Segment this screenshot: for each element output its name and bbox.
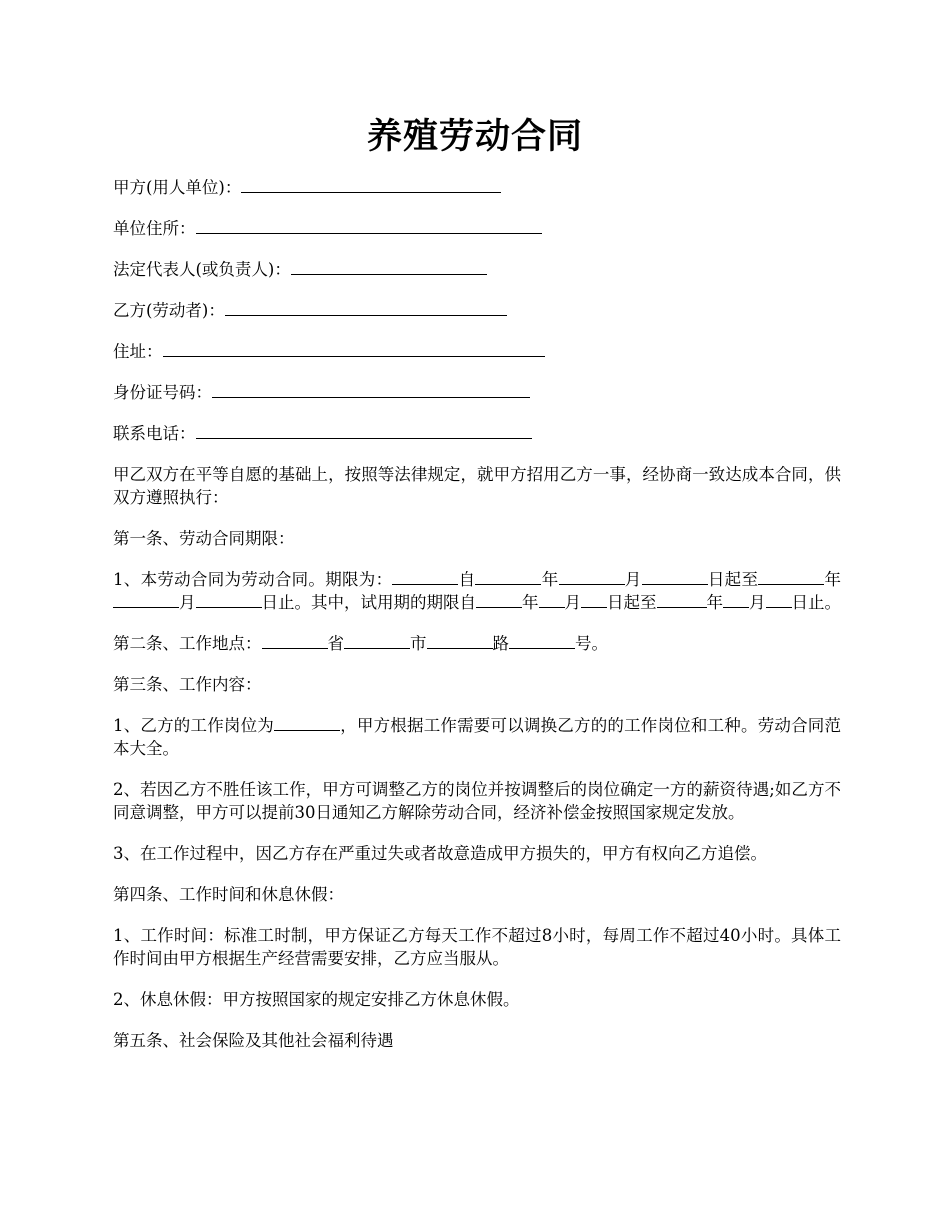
blank-line [758,568,824,585]
field-legal-representative [113,258,841,281]
text-segment: 1、乙方的工作岗位为 [113,716,274,735]
article4-paragraph-2: 2、休息休假：甲方按照国家的规定安排乙方休息休假。 [113,990,520,1009]
text-segment: 日止。 [791,593,841,612]
field-label: 身份证号码： [113,383,212,402]
document-title: 养殖劳动合同 [366,116,583,157]
article4-paragraph-1: 1、工作时间：标准工时制，甲方保证乙方每天工作不超过8小时，每周工作不超过40小时。具体工作时间由甲方根据生产经营需要安排，乙方应当服从。 [113,926,841,968]
text-segment: 市 [410,634,427,653]
text-segment: 路 [492,634,509,653]
blank-line [274,714,340,731]
text-segment: 年 [522,593,539,612]
text-segment: 自 [458,570,476,589]
text-segment: 年 [706,593,723,612]
text-segment: 年 [824,570,842,589]
article1-heading: 第一条、劳动合同期限： [113,529,295,548]
blank-line [163,340,545,357]
text-segment: 月 [624,570,642,589]
field-company-address [113,217,841,240]
field-label: 法定代表人(或负责人)： [113,260,291,279]
field-id-number [113,381,841,404]
text-segment: 1、本劳动合同为劳动合同。期限为： [113,570,393,589]
text-segment: 第二条、工作地点： [113,634,262,653]
field-address [113,340,841,363]
article3-paragraph-3: 3、在工作过程中，因乙方存在严重过失或者故意造成甲方损失的，甲方有权向乙方追偿。 [113,844,767,863]
blank-line [642,568,708,585]
text-segment: 年 [541,570,559,589]
blank-line [291,258,487,275]
blank-line [723,591,749,608]
blank-line [581,591,607,608]
text-segment: 号。 [575,634,608,653]
article1-term-paragraph [113,568,841,614]
field-label: 联系电话： [113,424,196,443]
article3-paragraph-1 [113,714,841,760]
article4-heading: 第四条、工作时间和休息休假： [113,885,344,904]
blank-line [344,632,410,649]
article5-heading: 第五条、社会保险及其他社会福利待遇 [113,1031,394,1050]
intro-paragraph: 甲乙双方在平等自愿的基础上，按照等法律规定，就甲方招用乙方一事，经协商一致达成本合同，供双方遵照执行： [113,465,841,507]
blank-line [427,632,493,649]
blank-line [657,591,707,608]
blank-line [113,591,179,608]
field-party-a [113,176,841,199]
field-label: 甲方(用人单位)： [113,178,242,197]
field-party-b [113,299,841,322]
text-segment: 日起至 [607,593,657,612]
blank-line [559,568,625,585]
field-label: 单位住所： [113,219,196,238]
blank-line [475,568,541,585]
blank-line [241,176,501,193]
field-label: 乙方(劳动者)： [113,301,225,320]
blank-line [225,299,507,316]
blank-line [196,591,262,608]
blank-line [392,568,458,585]
text-segment: ，甲方根据工作需要可以调换乙方的的工作岗位和工种。劳动合同范本大全。 [113,716,842,758]
blank-line [476,591,522,608]
text-segment: 月 [749,593,766,612]
text-segment: 日止。其中，试用期的期限自 [261,593,476,612]
blank-line [539,591,565,608]
blank-line [196,217,542,234]
field-phone [113,422,841,445]
text-segment: 月 [564,593,581,612]
article3-heading: 第三条、工作内容： [113,675,262,694]
text-segment: 日起至 [707,570,759,589]
blank-line [262,632,328,649]
blank-line [766,591,792,608]
blank-line [509,632,575,649]
text-segment: 月 [179,593,196,612]
blank-line [196,422,532,439]
field-label: 住址： [113,342,163,361]
article2-paragraph [113,632,841,655]
document-body [113,176,841,1070]
text-segment: 省 [327,634,344,653]
blank-line [212,381,530,398]
article3-paragraph-2: 2、若因乙方不胜任该工作，甲方可调整乙方的岗位并按调整后的岗位确定一方的薪资待遇;如乙方不同意调整，甲方可以提前30日通知乙方解除劳动合同，经济补偿金按照国家规定发放。 [113,780,841,822]
